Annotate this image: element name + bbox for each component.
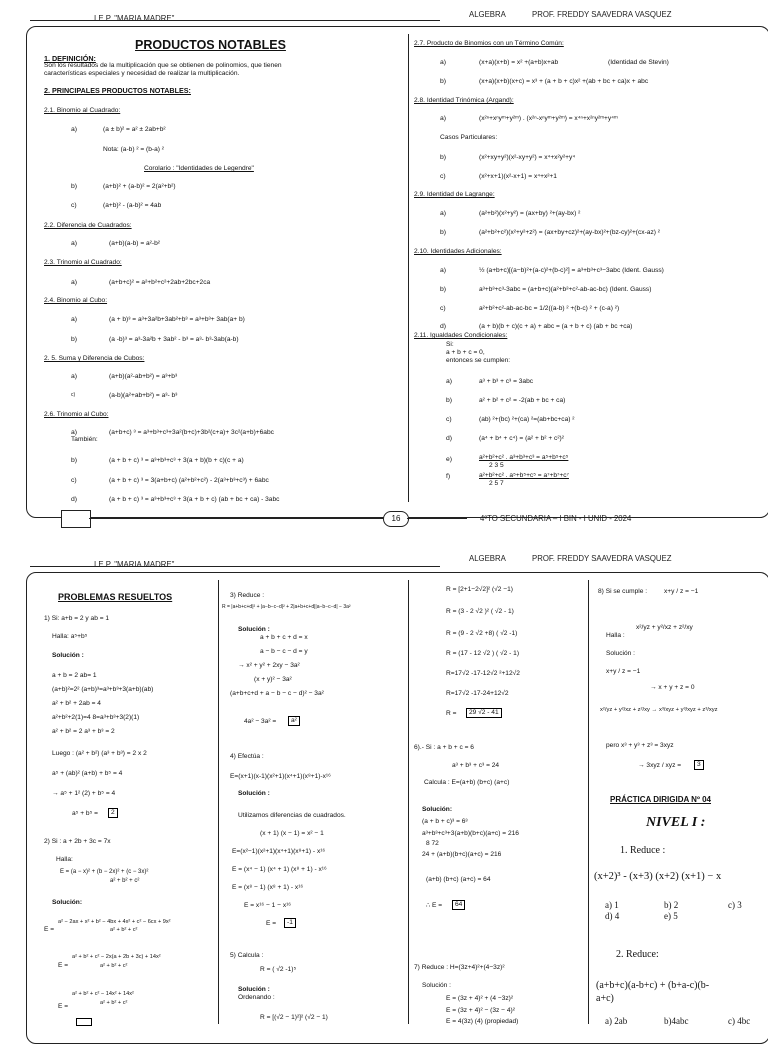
solution-line: a⁵ + b⁵ = bbox=[72, 810, 98, 817]
section-2-3: 2.3. Trinomio al Cuadrado: bbox=[44, 259, 122, 266]
problem-2-expression: E = (a − x)² + (b − 2x)² + (c − 3x)² bbox=[60, 869, 149, 875]
answer-box: a² bbox=[288, 716, 300, 726]
solution-line: R = [(√2 − 1)²]² (√2 − 1) bbox=[260, 1014, 328, 1021]
formula: (a + b)(b + c)(c + a) + abc = (a + b + c) (ab + bc +ca) bbox=[479, 323, 633, 330]
solution-line: x+y / z = −1 bbox=[606, 668, 641, 675]
answer-box: 3 bbox=[694, 760, 704, 770]
definition-heading: 1. DEFINICIÓN: bbox=[44, 54, 96, 63]
formula: a²+b²+c² . a³+b³+c³ = a⁵+b⁵+c⁵ bbox=[479, 454, 569, 461]
item-letter: a) bbox=[440, 115, 447, 122]
problem-4-expression: E=(x+1)(x-1)(x²+1)(x⁴+1)(x⁸+1)-x¹⁶ bbox=[230, 773, 331, 780]
ordering-label: Ordenando : bbox=[238, 994, 275, 1001]
item-letter: c) bbox=[71, 392, 76, 398]
formula: (a+b)(a-b) = a²-b² bbox=[109, 240, 160, 247]
question-1: 1. Reduce : bbox=[620, 845, 666, 856]
r-step: R = (9 - 2 √2 +8) ( √2 -1) bbox=[446, 630, 518, 637]
item-letter: b) bbox=[440, 286, 447, 293]
problem-5: 5) Calcula : bbox=[230, 952, 264, 959]
solution-line: E = (3z + 4)² + (4 −3z)² bbox=[446, 995, 514, 1002]
problem-1: 1) Si: a+b = 2 y ab = 1 bbox=[44, 615, 110, 622]
formula: (a²+b²)(x²+y²) = (ax+by) ²+(ay-bx) ² bbox=[479, 210, 581, 217]
question-2: 2. Reduce: bbox=[616, 949, 659, 960]
r-step: R = bbox=[446, 710, 457, 717]
problem-3: 3) Reduce : bbox=[230, 592, 265, 599]
formula: (a+b)² + (a-b)² = 2(a²+b²) bbox=[103, 183, 176, 190]
page-2-header-rule bbox=[30, 566, 440, 567]
answer-box bbox=[76, 1018, 92, 1026]
solution-line: → 3xyz / xyz = bbox=[638, 762, 682, 769]
answer-box: -1 bbox=[284, 918, 296, 928]
condition-si: Si: bbox=[446, 341, 454, 348]
solution-line: x²/yz + y²/xz + z²/xy → x³/xyz + y³/xyz + z³/xyz bbox=[600, 707, 718, 713]
formula: (a+b+c) ³ = a³+b³+c³+3a²(b+c)+3b²(c+a)+ 3c²(a+b)+6abc bbox=[109, 429, 274, 436]
formula: a³+b³+c³-3abc = (a+b+c)(a²+b²+c²-ab-ac-bc) (Ident. Gauss) bbox=[479, 286, 652, 293]
item-letter: b) bbox=[71, 336, 78, 343]
condition: a + b + c = 0, bbox=[446, 349, 485, 356]
corollary: Corolario : "Identidades de Legendre" bbox=[144, 165, 254, 172]
solution-line: E = 4(3z) (4) (propiedad) bbox=[446, 1018, 519, 1025]
formula: (a ± b)² = a² ± 2ab+b² bbox=[103, 126, 166, 133]
section-2-5: 2. 5. Suma y Diferencia de Cubos: bbox=[44, 355, 145, 362]
solution-line: E = (x⁴ − 1) (x⁴ + 1) (x⁸ + 1) - x¹⁶ bbox=[232, 866, 327, 873]
solution-line: 8 72 bbox=[426, 840, 439, 847]
problem-1-find: Halla: a⁵+b⁵ bbox=[52, 633, 88, 640]
formula-denominator: 2 3 5 bbox=[489, 462, 504, 469]
option[interactable]: c) 3 bbox=[728, 900, 742, 910]
condition-then: entonces se cumplen: bbox=[446, 357, 511, 364]
option[interactable]: d) 4 bbox=[605, 911, 620, 921]
formula: (a+b+c)² = a²+b²+c²+2ab+2bc+2ca bbox=[109, 279, 211, 286]
fraction-num: a² − 2ax + x² + b² − 4bx + 4x² + c² − 6cx + 9x² bbox=[58, 919, 171, 925]
solution-line: a⁵ + (ab)² (a+b) + b⁵ = 4 bbox=[52, 770, 123, 777]
solution-line: a² + b² = 2 a³ + b³ = 2 bbox=[52, 728, 115, 735]
formula: (a⁴ + b⁴ + c⁴) = (a² + b² + c²)² bbox=[479, 435, 564, 442]
solution-line: (a+b)²=2² (a+b)³=a³+b³+3(a+b)(ab) bbox=[52, 686, 154, 693]
solution-line: Luego : (a² + b²) (a³ + b³) = 2 x 2 bbox=[52, 750, 147, 757]
option[interactable]: b)4abc bbox=[664, 1016, 689, 1026]
page-1-header-rule bbox=[30, 20, 440, 21]
section-2-1: 2.1. Binomio al Cuadrado: bbox=[44, 107, 121, 114]
formula: (a + b + c) ³ = 3(a+b+c) (a²+b²+c²) - 2(a³+b³+c³) + 6abc bbox=[109, 477, 269, 484]
problem-8: 8) Si se cumple : bbox=[598, 588, 648, 595]
item-letter: b) bbox=[71, 457, 78, 464]
item-letter: c) bbox=[71, 202, 77, 209]
footer-text: 4ºTO SECUNDARIA – I BIN - I UNID - 2024 bbox=[480, 514, 632, 523]
r-step: R=17√2 -17-12√2 ²+12√2 bbox=[446, 670, 520, 677]
solution-line: E = (3z + 4)² − (3z − 4)² bbox=[446, 1007, 515, 1014]
section-2-11: 2.11. Igualdades Condicionales: bbox=[414, 332, 508, 339]
item-letter: d) bbox=[440, 323, 447, 330]
stevin-note: (Identidad de Stevin) bbox=[608, 59, 669, 66]
page-number: 16 bbox=[383, 511, 409, 527]
formula: a²+b²+c²-ab-ac-bc = 1/2((a-b) ² +(b-c) ² + (c-a) ²) bbox=[479, 305, 620, 312]
formula: a²+b²+c² . a⁵+b⁵+c⁵ = a⁷+b⁷+c⁷ bbox=[479, 472, 569, 479]
item-letter: c) bbox=[440, 305, 446, 312]
page-2-frame bbox=[26, 572, 768, 1044]
solution-line: ∴ E = bbox=[426, 902, 443, 909]
item-letter: a) bbox=[71, 279, 78, 286]
solution-line: 4a² − 3a² = bbox=[244, 718, 277, 725]
header-school: I.E.P. "MARIA MADRE" bbox=[94, 560, 175, 569]
problem-6-calc: Calcula : E=(a+b) (b+c) (a+c) bbox=[424, 779, 510, 786]
solution-label: Solución: bbox=[422, 806, 453, 813]
item-letter: a) bbox=[440, 210, 447, 217]
formula: (a+b)(a²-ab+b²) = a³+b³ bbox=[109, 373, 178, 380]
item-letter: c) bbox=[446, 416, 452, 423]
also-label: También: bbox=[71, 436, 98, 443]
item-letter: a) bbox=[440, 267, 447, 274]
footer-rule bbox=[407, 518, 467, 519]
solution-line: → a⁵ + 1² (2) + b⁵ = 4 bbox=[52, 790, 116, 797]
solution-line: a²+b²+2(1)=4 8=a³+b³+3(2)(1) bbox=[52, 714, 140, 721]
problem-7: 7) Reduce : H=(3z+4)²+(4−3z)² bbox=[414, 964, 505, 971]
solution-line: (a+b) (b+c) (a+c) = 64 bbox=[426, 876, 491, 883]
header-school: I.E.P. "MARIA MADRE" bbox=[94, 14, 175, 23]
solution-line: → x² + y² + 2xy − 3a² bbox=[238, 662, 300, 669]
question-2-expr-2: a+c) bbox=[596, 993, 614, 1004]
level-title: NIVEL I : bbox=[646, 815, 706, 830]
item-letter: c) bbox=[440, 173, 446, 180]
item-letter: d) bbox=[71, 496, 78, 503]
e-equals: E = bbox=[58, 1003, 69, 1010]
item-letter: d) bbox=[446, 435, 453, 442]
page-2-column-divider bbox=[588, 580, 589, 1024]
item-letter: b) bbox=[440, 229, 447, 236]
formula: (ab) ²+(bc) ²+(ca) ²=(ab+bc+ca) ² bbox=[479, 416, 575, 423]
item-letter: a) bbox=[71, 316, 78, 323]
section-2-9: 2.9. Identidad de Lagrange: bbox=[414, 191, 495, 198]
formula: a² + b² + c² = -2(ab + bc + ca) bbox=[479, 397, 566, 404]
formula: (a + b)³ = a³+3a²b+3ab²+b³ = a³+b³+ 3ab(a+ b) bbox=[109, 316, 245, 323]
formula: (a + b + c) ³ = a³+b³+c³ + 3(a + b + c) (ab + bc + ca) - 3abc bbox=[109, 496, 280, 503]
formula: a³ + b³ + c³ = 3abc bbox=[479, 378, 534, 385]
solution-line: a² + b² + 2ab = 4 bbox=[52, 700, 101, 707]
header-subject: ALGEBRA bbox=[469, 10, 506, 19]
practice-title: PRÁCTICA DIRIGIDA Nº 04 bbox=[610, 795, 712, 804]
solution-line: → x + y + z = 0 bbox=[650, 684, 695, 691]
solution-line: E=(x²−1)(x²+1)(x⁴+1)(x⁸+1) - x¹⁶ bbox=[232, 848, 326, 855]
header-teacher: PROF. FREDDY SAAVEDRA VASQUEZ bbox=[532, 10, 672, 19]
item-letter: a) bbox=[446, 378, 453, 385]
item-letter: b) bbox=[440, 154, 447, 161]
item-letter: b) bbox=[440, 78, 447, 85]
solution-line: 24 + (a+b)(b+c)(a+c) = 216 bbox=[422, 851, 502, 858]
item-letter: a) bbox=[71, 126, 78, 133]
question-1-expr: (x+2)³ - (x+3) (x+2) (x+1) − x bbox=[594, 871, 722, 882]
formula: ½ (a+b+c)[(a−b)²+(a-c)²+(b-c)²] = a³+b³+c³−3abc (Ident. Gauss) bbox=[479, 267, 664, 274]
problems-title: PROBLEMAS RESUELTOS bbox=[58, 592, 173, 602]
formula: (a+b)² - (a-b)² = 4ab bbox=[103, 202, 162, 209]
solution-label: Solución : bbox=[238, 626, 270, 633]
problem-6: 6).- Si : a + b + c = 6 bbox=[414, 744, 474, 751]
solution-label: Solución : bbox=[238, 986, 270, 993]
solution-line: a − b − c − d = y bbox=[260, 648, 308, 655]
option[interactable]: c) 4bc bbox=[728, 1016, 751, 1026]
question-2-expr-1: (a+b+c)(a-b+c) + (b+a-c)(b- bbox=[596, 980, 710, 991]
section-2-6: 2.6. Trinomio al Cubo: bbox=[44, 411, 109, 418]
header-subject: ALGEBRA bbox=[469, 554, 506, 563]
r-step: R=17√2 -17-24+12√2 bbox=[446, 690, 509, 697]
find-label: Halla : bbox=[606, 632, 625, 639]
solution-line: a + b + c + d = x bbox=[260, 634, 308, 641]
section-2-10: 2.10. Identidades Adicionales: bbox=[414, 248, 502, 255]
answer-box: 2 bbox=[108, 808, 118, 818]
fraction-den: a² + b² + c² bbox=[110, 927, 138, 933]
solution-line: pero x³ + y³ + z³ = 3xyz bbox=[606, 742, 674, 749]
footer-box bbox=[61, 510, 91, 528]
problem-2: 2) Si : a + 2b + 3c = 7x bbox=[44, 838, 111, 845]
item-letter: a) bbox=[71, 429, 78, 436]
header-teacher: PROF. FREDDY SAAVEDRA VASQUEZ bbox=[532, 554, 672, 563]
fraction-num: a² + b² + c² − 2x(a + 2b + 3c) + 14x² bbox=[72, 954, 161, 960]
solution-line: Utilizamos diferencias de cuadrados. bbox=[238, 812, 346, 819]
formula: (a + b + c) ³ = a³+b³+c³ + 3(a + b)(b + c)(c + a) bbox=[109, 457, 244, 464]
solution-line: a³+b³+c³+3(a+b)(b+c)(a+c) = 216 bbox=[422, 830, 519, 837]
formula: (x+a)(x+b) = x² +(a+b)x+ab bbox=[479, 59, 559, 66]
r-step: R = (17 - 12 √2 ) ( √2 - 1) bbox=[446, 650, 520, 657]
page-title: PRODUCTOS NOTABLES bbox=[135, 38, 286, 52]
formula: (a²+b²+c²)(x²+y²+z²) = (ax+by+cz)²+(ay-bx)²+(bz-cy)²+(cx-az) ² bbox=[479, 229, 660, 236]
item-letter: a) bbox=[71, 240, 78, 247]
problem-6-cond: a³ + b³ + c³ = 24 bbox=[452, 762, 500, 769]
solution-line: (a+b+c+d + a − b − c − d)² − 3a² bbox=[230, 690, 324, 697]
item-letter: e) bbox=[446, 456, 453, 463]
answer-box: 29 √2 - 41 bbox=[466, 708, 502, 718]
solution-label: Solución : bbox=[238, 790, 270, 797]
option[interactable]: a) 1 bbox=[605, 900, 619, 910]
problem-3-expression: R = |a+b+c+d|² + |a−b−c−d|² + 2|a+b+c+d||a−b−c−d| − 3a² bbox=[222, 604, 351, 610]
solution-label: Solución : bbox=[52, 652, 84, 659]
page-2-column-divider bbox=[218, 580, 219, 1024]
formula: (a-b)(a²+ab+b²) = a³- b³ bbox=[109, 392, 178, 399]
formula-denominator: 2 5 7 bbox=[489, 480, 504, 487]
solution-line: E = x¹⁶ − 1 − x¹⁶ bbox=[244, 902, 292, 909]
definition-text-2: características especiales y necesidad de realizar la multiplicación. bbox=[44, 70, 240, 77]
solution-label: Solución : bbox=[422, 982, 451, 989]
solution-line: a + b = 2 ab= 1 bbox=[52, 672, 97, 679]
formula: (x²+xy+y²)(x²-xy+y²) = x⁴+x²y²+y⁴ bbox=[479, 154, 576, 161]
problem-2-find: Halla: bbox=[56, 856, 73, 863]
option[interactable]: a) 2ab bbox=[605, 1016, 628, 1026]
solution-line: (x + 1) (x − 1) = x² − 1 bbox=[260, 830, 324, 837]
problem-5-expression: R = ( √2 -1)⁵ bbox=[260, 966, 297, 973]
option[interactable]: e) 5 bbox=[664, 911, 678, 921]
footer-rule bbox=[89, 518, 383, 519]
item-letter: a) bbox=[440, 59, 447, 66]
answer-box: 64 bbox=[452, 900, 465, 910]
section-2-4: 2.4. Binomio al Cubo: bbox=[44, 297, 108, 304]
e-equals: E = bbox=[58, 962, 69, 969]
section-2-8: 2.8. Identidad Trinómica (Argand): bbox=[414, 97, 514, 104]
item-letter: c) bbox=[71, 477, 77, 484]
fraction-num: a² + b² + c² − 14x² + 14x² bbox=[72, 991, 134, 997]
problem-8-eq: x+y / z = −1 bbox=[664, 588, 699, 595]
page-2-column-divider bbox=[408, 580, 409, 1024]
definition-text-1: Son los resultados de la multiplicación que se obtienen de polinomios, que tienen bbox=[44, 62, 282, 69]
item-letter: f) bbox=[446, 473, 451, 480]
find-expression: x²/yz + y²/xz + z²/xy bbox=[636, 624, 693, 631]
solution-line: (a + b + c)³ = 6³ bbox=[422, 818, 468, 825]
r-step: R = [2+1−2√2]² (√2 −1) bbox=[446, 586, 513, 593]
fraction-den: a² + b² + c² bbox=[100, 1000, 128, 1006]
section-2-7: 2.7. Producto de Binomios con un Término Común: bbox=[414, 40, 564, 47]
problem-4: 4) Efectúa : bbox=[230, 753, 264, 760]
item-letter: b) bbox=[446, 397, 453, 404]
solution-label: Solución: bbox=[52, 899, 83, 906]
page-1-column-divider bbox=[408, 34, 409, 502]
item-letter: a) bbox=[71, 373, 78, 380]
r-step: R = (3 - 2 √2 )² ( √2 - 1) bbox=[446, 608, 514, 615]
formula: (x²ⁿ+xⁿyᵐ+y²ᵐ) . (x²ⁿ-xⁿyᵐ+y²ᵐ) = x⁴ⁿ+x²ⁿy²ᵐ+y⁴ᵐ bbox=[479, 115, 618, 122]
solution-line: E = (x⁸ − 1) (x⁸ + 1) - x¹⁶ bbox=[232, 884, 304, 891]
formula: (x²+x+1)(x²-x+1) = x⁴+x²+1 bbox=[479, 173, 557, 180]
e-equals: E = bbox=[44, 926, 55, 933]
note: Nota: (a-b) ² = (b-a) ² bbox=[103, 146, 165, 153]
principales-heading: 2. PRINCIPALES PRODUCTOS NOTABLES: bbox=[44, 86, 191, 95]
solution-label: Solución : bbox=[606, 650, 635, 657]
problem-2-denominator: a² + b² + c² bbox=[110, 878, 140, 884]
solution-line: (x + y)² − 3a² bbox=[254, 676, 292, 683]
formula: (a -b)³ = a³-3a²b + 3ab² - b³ = a³- b³-3ab(a-b) bbox=[109, 336, 239, 343]
formula: (x+a)(x+b)(x+c) = x³ + (a + b + c)x² +(ab + bc + ca)x + abc bbox=[479, 78, 649, 85]
item-letter: b) bbox=[71, 183, 78, 190]
particular-cases: Casos Particulares: bbox=[440, 134, 498, 141]
fraction-den: a² + b² + c² bbox=[100, 963, 128, 969]
solution-line: E = bbox=[266, 920, 277, 927]
option[interactable]: b) 2 bbox=[664, 900, 679, 910]
section-2-2: 2.2. Diferencia de Cuadrados: bbox=[44, 222, 132, 229]
